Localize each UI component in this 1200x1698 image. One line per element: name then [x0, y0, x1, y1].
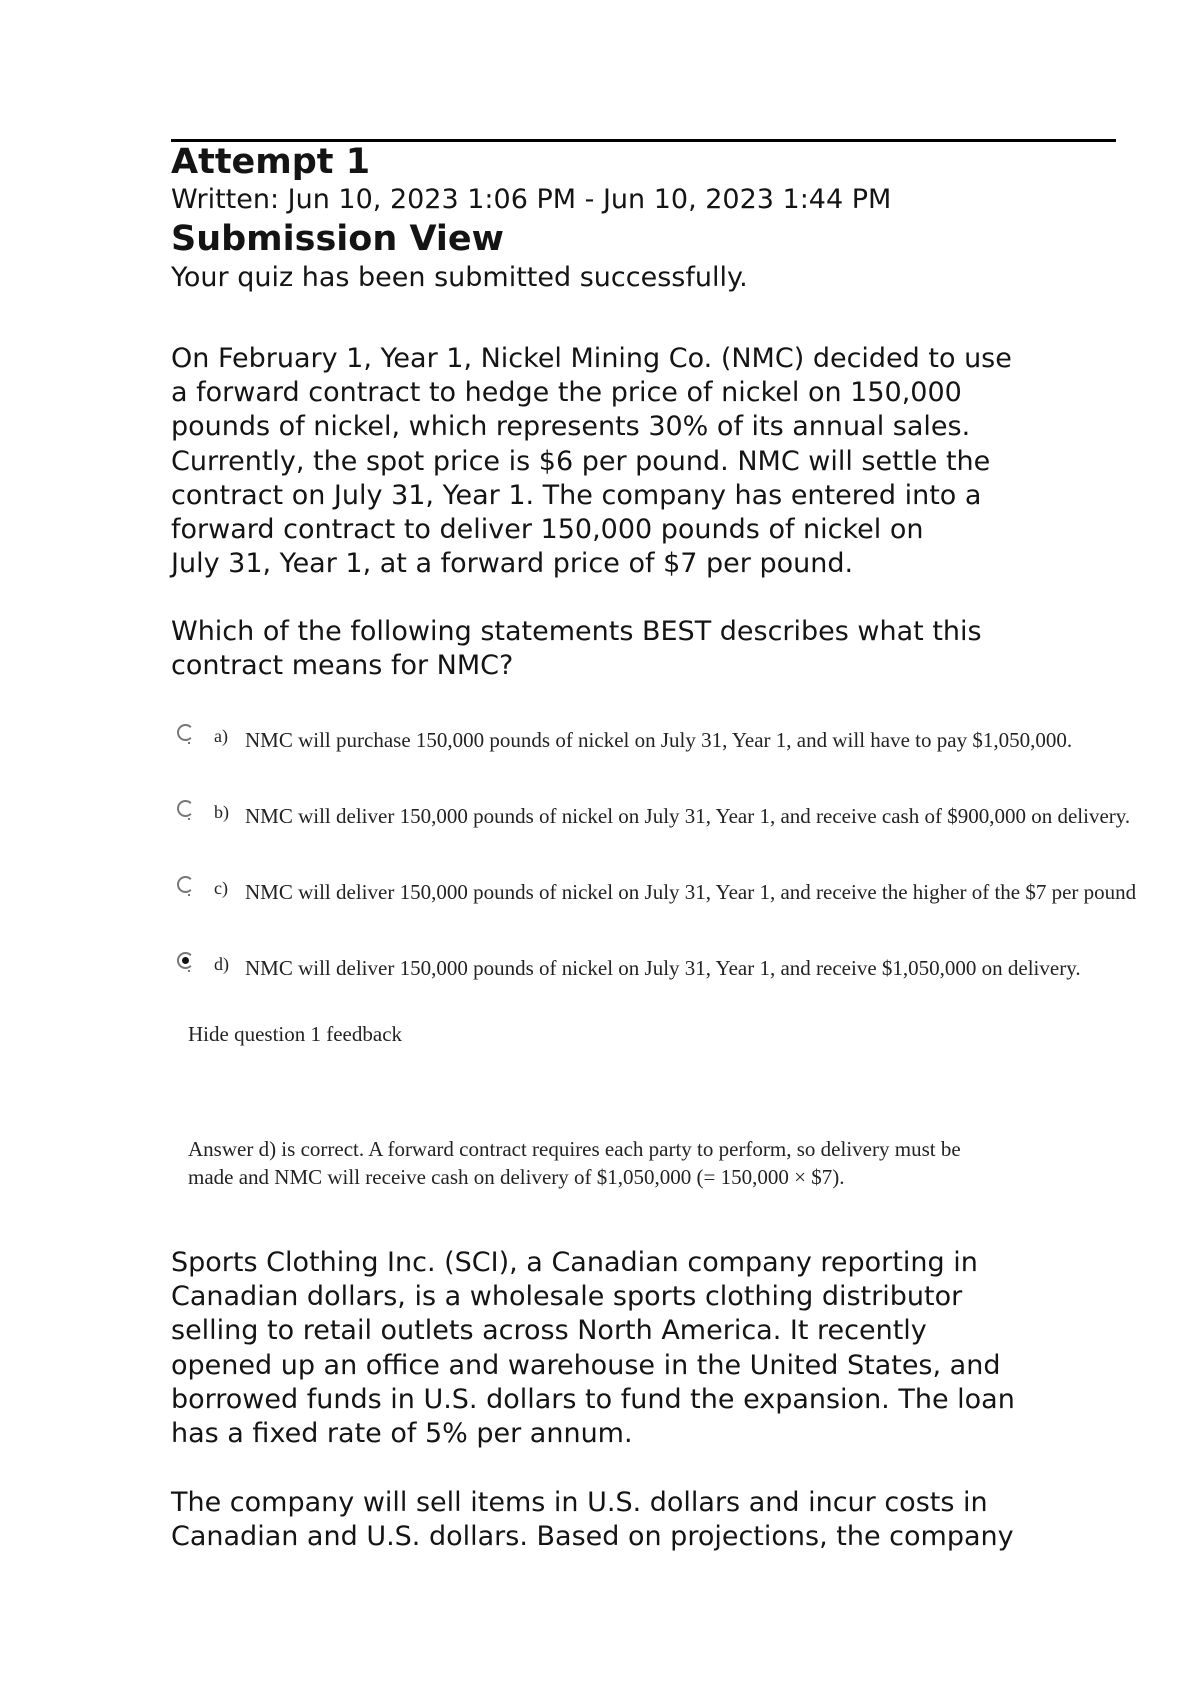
option-c[interactable] — [171, 870, 1200, 910]
scenario-line: borrowed funds in U.S. dollars to fund the expansion. The loan — [171, 1383, 1015, 1415]
option-letter: b) — [214, 802, 229, 822]
scenario-line: Currently, the spot price is $6 per pound. NMC will settle the — [171, 445, 991, 477]
hide-feedback-link[interactable]: Hide question 1 feedback — [188, 1022, 403, 1046]
option-letter: a) — [214, 726, 228, 746]
option-text: NMC will deliver 150,000 pounds of nickel on July 31, Year 1, and receive cash of $900,000 on delivery. — [245, 804, 1131, 828]
radio-tick — [188, 894, 190, 896]
option-b[interactable] — [171, 794, 1200, 834]
option-letter: c) — [214, 878, 228, 898]
scenario-line: The company will sell items in U.S. dollars and incur costs in — [171, 1487, 988, 1518]
question2-scenario — [171, 1246, 1015, 1451]
scenario-line: Canadian and U.S. dollars. Based on projections, the company — [171, 1521, 1014, 1553]
scenario-line: selling to retail outlets across North America. It recently — [171, 1315, 927, 1347]
scenario-line: contract on July 31, Year 1. The company has entered into a — [171, 479, 982, 511]
option-text: NMC will deliver 150,000 pounds of nickel on July 31, Year 1, and receive $1,050,000 on delivery. — [245, 956, 1081, 980]
scenario-line: pounds of nickel, which represents 30% of its annual sales. — [171, 411, 971, 443]
feedback-line: Answer d) is correct. A forward contract requires each party to perform, so delivery must be — [188, 1137, 961, 1161]
radio-tick — [188, 970, 190, 972]
option-text: NMC will deliver 150,000 pounds of nickel on July 31, Year 1, and receive the higher of the $7 per pound — [245, 880, 1137, 904]
radio-tick — [188, 818, 190, 820]
scenario-line: Sports Clothing Inc. (SCI), a Canadian company reporting in — [171, 1247, 978, 1278]
radio-d-selected[interactable] — [177, 952, 194, 969]
prompt-line: contract means for NMC? — [171, 650, 514, 682]
feedback-line: made and NMC will receive cash on delivery of $1,050,000 (= 150,000 × $7). — [188, 1165, 845, 1189]
question1-feedback — [188, 1135, 961, 1191]
submission-message: Your quiz has been submitted successfully. — [171, 262, 748, 293]
option-d[interactable] — [171, 946, 1200, 986]
scenario-line: opened up an office and warehouse in the United States, and — [171, 1349, 1001, 1381]
question2-scenario-continued — [171, 1486, 1014, 1554]
option-a[interactable] — [171, 718, 1200, 758]
question1-prompt — [171, 615, 982, 683]
option-text: NMC will purchase 150,000 pounds of nickel on July 31, Year 1, and will have to pay $1,050,000. — [245, 728, 1073, 752]
option-letter: d) — [214, 954, 229, 974]
attempt-title: Attempt 1 — [171, 142, 371, 182]
scenario-line: Canadian dollars, is a wholesale sports clothing distributor — [171, 1281, 963, 1313]
radio-c[interactable] — [177, 876, 194, 893]
submission-title: Submission View — [171, 219, 504, 259]
scenario-line: July 31, Year 1, at a forward price of $7 per pound. — [171, 548, 854, 580]
scenario-line: On February 1, Year 1, Nickel Mining Co. (NMC) decided to use — [171, 343, 1012, 374]
question1-scenario — [171, 342, 1012, 581]
radio-tick — [188, 742, 190, 744]
radio-a[interactable] — [177, 724, 194, 741]
radio-b[interactable] — [177, 800, 194, 817]
scenario-line: forward contract to deliver 150,000 pounds of nickel on — [171, 514, 924, 546]
scenario-line: has a fixed rate of 5% per annum. — [171, 1418, 633, 1450]
written-timestamp: Written: Jun 10, 2023 1:06 PM - Jun 10, 2023 1:44 PM — [171, 184, 892, 215]
prompt-line: Which of the following statements BEST describes what this — [171, 616, 982, 647]
scenario-line: a forward contract to hedge the price of nickel on 150,000 — [171, 377, 962, 409]
